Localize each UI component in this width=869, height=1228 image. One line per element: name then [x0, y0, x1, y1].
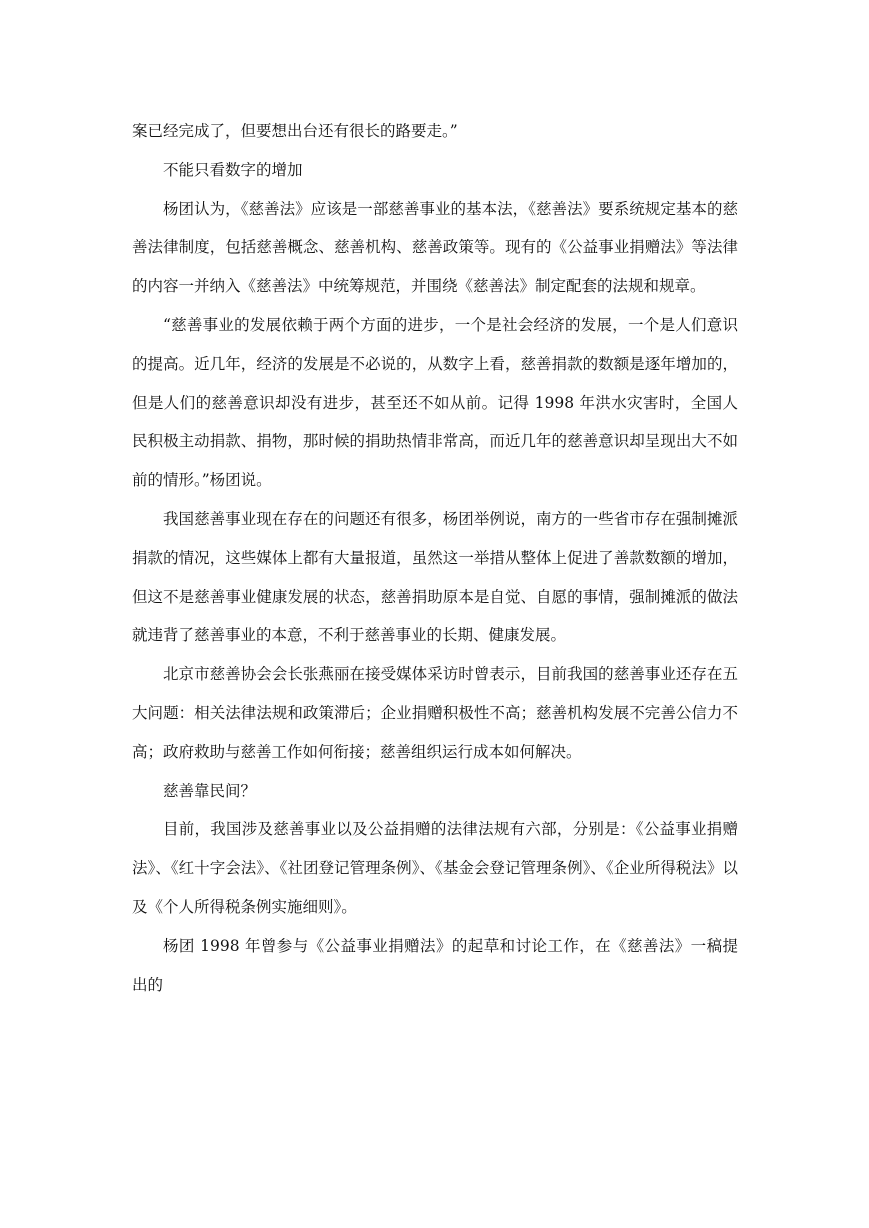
document-body	[132, 112, 738, 1004]
section-heading-civil-charity: 慈善靠民间？	[163, 781, 257, 800]
paragraph-six-laws: 目前，我国涉及慈善事业以及公益捐赠的法律法规有六部，分别是：《公益事业捐赠法》、《红十字会法》、《社团登记管理条例》、《基金会登记管理条例》、《企业所得税法》以及《个人所得税条例实施细则》。	[132, 820, 738, 916]
paragraph-five-problems: 北京市慈善协会会长张燕丽在接受媒体采访时曾表示，目前我国的慈善事业还存在五大问题：相关法律法规和政策滞后；企业捐赠积极性不高；慈善机构发展不完善公信力不高；政府救助与慈善工作如何衔接；慈善组织运行成本如何解决。	[132, 665, 738, 761]
paragraph-charity-law-basic: 杨团认为，《慈善法》应该是一部慈善事业的基本法，《慈善法》要系统规定基本的慈善法律制度，包括慈善概念、慈善机构、慈善政策等。现有的《公益事业捐赠法》等法律的内容一并纳入《慈善法》中统筹规范，并围绕《慈善法》制定配套的法规和规章。	[132, 199, 738, 296]
paragraph-drafting-history: 杨团 1998 年曾参与《公益事业捐赠法》的起草和讨论工作，在《慈善法》一稿提出的	[132, 936, 738, 994]
paragraph-continuation: 案已经完成了，但要想出台还有很长的路要走。”	[132, 122, 458, 140]
paragraph-charity-awareness-quote: “慈善事业的发展依赖于两个方面的进步，一个是社会经济的发展，一个是人们意识的提高。近几年，经济的发展是不必说的，从数字上看，慈善捐款的数额是逐年增加的，但是人们的慈善意识却没有进步，甚至还不如从前。记得 1998 年洪水灾害时，全国人民积极主动捐款、捐物，那时候的捐助热情非常高，而近几年的慈善意识却呈现出大不如前的情形。”杨团说。	[132, 315, 738, 490]
section-heading-numbers: 不能只看数字的增加	[163, 160, 303, 179]
paragraph-forced-donation: 我国慈善事业现在存在的问题还有很多，杨团举例说，南方的一些省市存在强制摊派捐款的情况，这些媒体上都有大量报道，虽然这一举措从整体上促进了善款数额的增加，但这不是慈善事业健康发展的状态，慈善捐助原本是自觉、自愿的事情，强制摊派的做法就违背了慈善事业的本意，不利于慈善事业的长期、健康发展。	[132, 509, 738, 645]
